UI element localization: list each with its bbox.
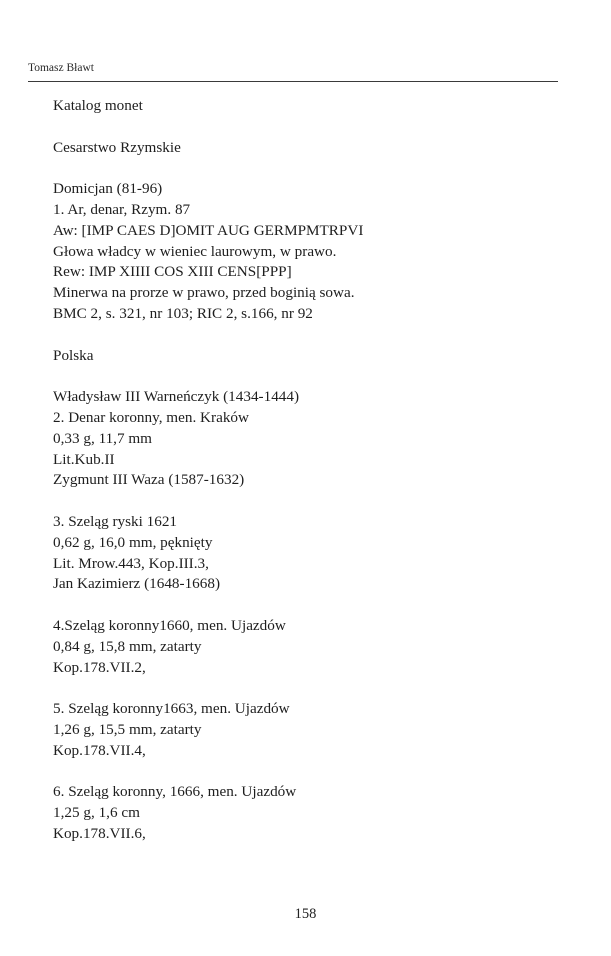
catalog-text	[53, 96, 553, 845]
text-line: Jan Kazimierz (1648-1668)	[53, 575, 221, 593]
blank-line	[53, 158, 553, 179]
text-line: Domicjan (81-96)	[53, 180, 163, 198]
text-line: 6. Szeląg koronny, 1666, men. Ujazdów	[53, 783, 297, 801]
text-line: Władysław III Warneńczyk (1434-1444)	[53, 388, 300, 406]
text-line: Cesarstwo Rzymskie	[53, 138, 181, 156]
text-line: Rew: IMP XIIII COS XIII CENS[PPP]	[53, 263, 292, 281]
text-line: Kop.178.VII.2,	[53, 658, 146, 676]
text-line: 0,62 g, 16,0 mm, pęknięty	[53, 533, 213, 551]
text-line: Minerwa na prorze w prawo, przed boginią sowa.	[53, 284, 355, 302]
header-rule	[28, 81, 558, 82]
text-line: Kop.178.VII.4,	[53, 741, 146, 759]
text-line: 3. Szeląg ryski 1621	[53, 512, 178, 530]
text-line: Kop.178.VII.6,	[53, 824, 146, 842]
text-line: BMC 2, s. 321, nr 103; RIC 2, s.166, nr 92	[53, 304, 313, 322]
text-line: 0,33 g, 11,7 mm	[53, 429, 153, 447]
blank-line	[53, 678, 553, 699]
text-line: 2. Denar koronny, men. Kraków	[53, 408, 249, 426]
text-line: 1. Ar, denar, Rzym. 87	[53, 200, 191, 218]
text-line: Aw: [IMP CAES D]OMIT AUG GERMPMTRPVI	[53, 221, 364, 239]
blank-line	[53, 117, 553, 138]
blank-line	[53, 491, 553, 512]
page-number: 158	[294, 906, 317, 922]
text-line: Zygmunt III Waza (1587-1632)	[53, 471, 245, 489]
text-line: 1,26 g, 15,5 mm, zatarty	[53, 720, 202, 738]
blank-line	[53, 325, 553, 346]
blank-line	[53, 366, 553, 387]
blank-line	[53, 595, 553, 616]
text-line: 5. Szeląg koronny1663, men. Ujazdów	[53, 700, 290, 718]
text-line: Polska	[53, 346, 94, 364]
text-line: 4.Szeląg koronny1660, men. Ujazdów	[53, 616, 286, 634]
text-line: 1,25 g, 1,6 cm	[53, 804, 140, 822]
text-line: Katalog monet	[53, 97, 143, 114]
text-line: Lit. Mrow.443, Kop.III.3,	[53, 554, 209, 572]
running-header-author: Tomasz Bławt	[28, 62, 94, 74]
blank-line	[53, 762, 553, 783]
text-line: Głowa władcy w wieniec laurowym, w prawo.	[53, 242, 337, 260]
text-line: 0,84 g, 15,8 mm, zatarty	[53, 637, 202, 655]
text-line: Lit.Kub.II	[53, 450, 115, 468]
